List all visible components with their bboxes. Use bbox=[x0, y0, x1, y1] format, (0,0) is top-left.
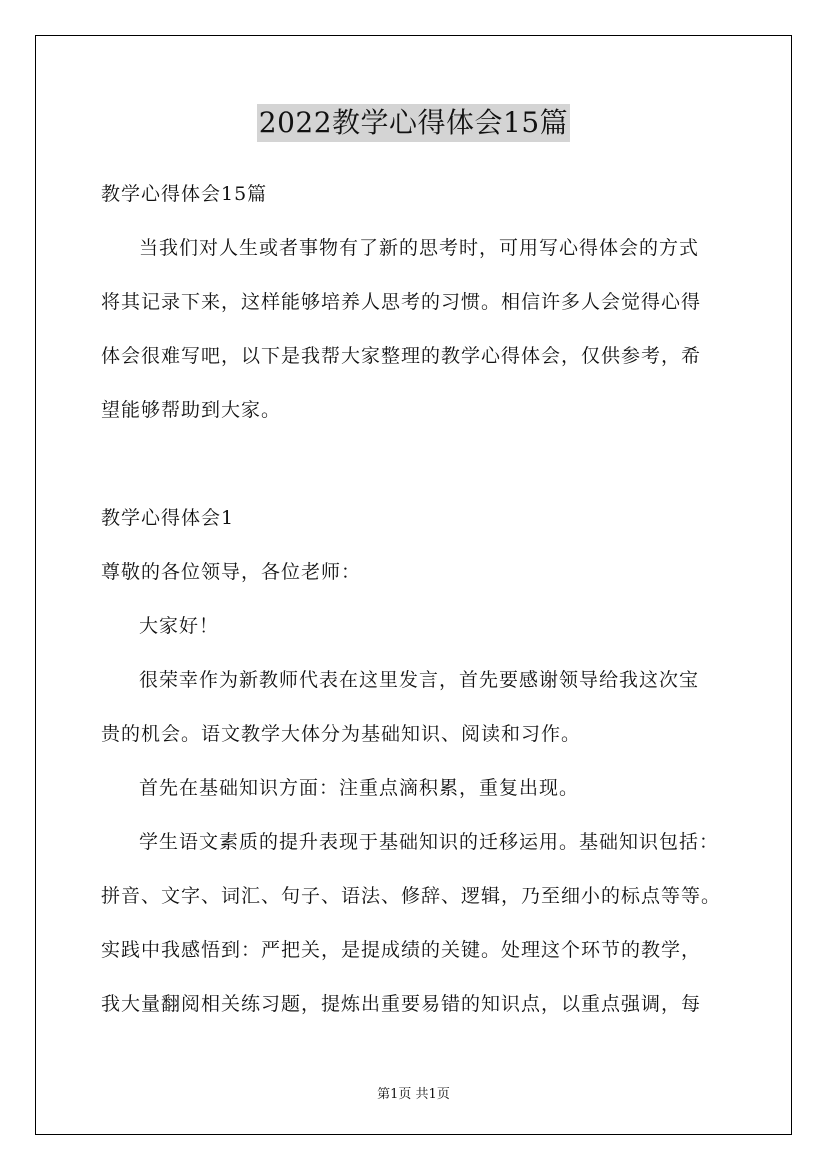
paragraph-line: 首先在基础知识方面：注重点滴积累，重复出现。 bbox=[139, 777, 580, 799]
document-body bbox=[101, 176, 741, 1040]
paragraph-line: 拼音、文字、词汇、句子、语法、修辞、逻辑，乃至细小的标点等等。 bbox=[101, 885, 722, 907]
intro-line: 将其记录下来，这样能够培养人思考的习惯。相信许多人会觉得心得 bbox=[101, 291, 702, 313]
intro-line: 体会很难写吧，以下是我帮大家整理的教学心得体会，仅供参考，希 bbox=[101, 345, 702, 367]
intro-line: 当我们对人生或者事物有了新的思考时，可用写心得体会的方式 bbox=[139, 237, 700, 259]
paragraph-line: 我大量翻阅相关练习题，提炼出重要易错的知识点，以重点强调，每 bbox=[101, 993, 702, 1015]
intro-line: 望能够帮助到大家。 bbox=[101, 399, 282, 421]
paragraph-line: 很荣幸作为新教师代表在这里发言，首先要感谢领导给我这次宝 bbox=[139, 669, 700, 691]
paragraph-line: 贵的机会。语文教学大体分为基础知识、阅读和习作。 bbox=[101, 723, 582, 745]
intro-paragraph bbox=[101, 230, 741, 428]
paragraph-line: 实践中我感悟到：严把关，是提成绩的关键。处理这个环节的教学， bbox=[101, 939, 702, 961]
greeting-block bbox=[101, 608, 741, 644]
salutation: 尊敬的各位领导，各位老师： bbox=[101, 561, 362, 583]
document-title: 2022教学心得体会15篇 bbox=[257, 104, 570, 142]
title-container bbox=[0, 104, 827, 142]
paragraph-3 bbox=[101, 824, 741, 1022]
paragraph-line: 学生语文素质的提升表现于基础知识的迁移运用。基础知识包括： bbox=[139, 831, 720, 853]
page-footer bbox=[0, 1083, 827, 1102]
subtitle-block bbox=[101, 176, 741, 212]
spacer bbox=[101, 446, 741, 500]
page-number: 第1页 共1页 bbox=[377, 1087, 450, 1102]
section-heading: 教学心得体会1 bbox=[101, 507, 235, 529]
paragraph-1 bbox=[101, 662, 741, 752]
salutation-block bbox=[101, 554, 741, 590]
greeting: 大家好！ bbox=[139, 615, 220, 637]
paragraph-2 bbox=[101, 770, 741, 806]
section-heading-block bbox=[101, 500, 741, 536]
document-subtitle: 教学心得体会15篇 bbox=[101, 183, 268, 205]
